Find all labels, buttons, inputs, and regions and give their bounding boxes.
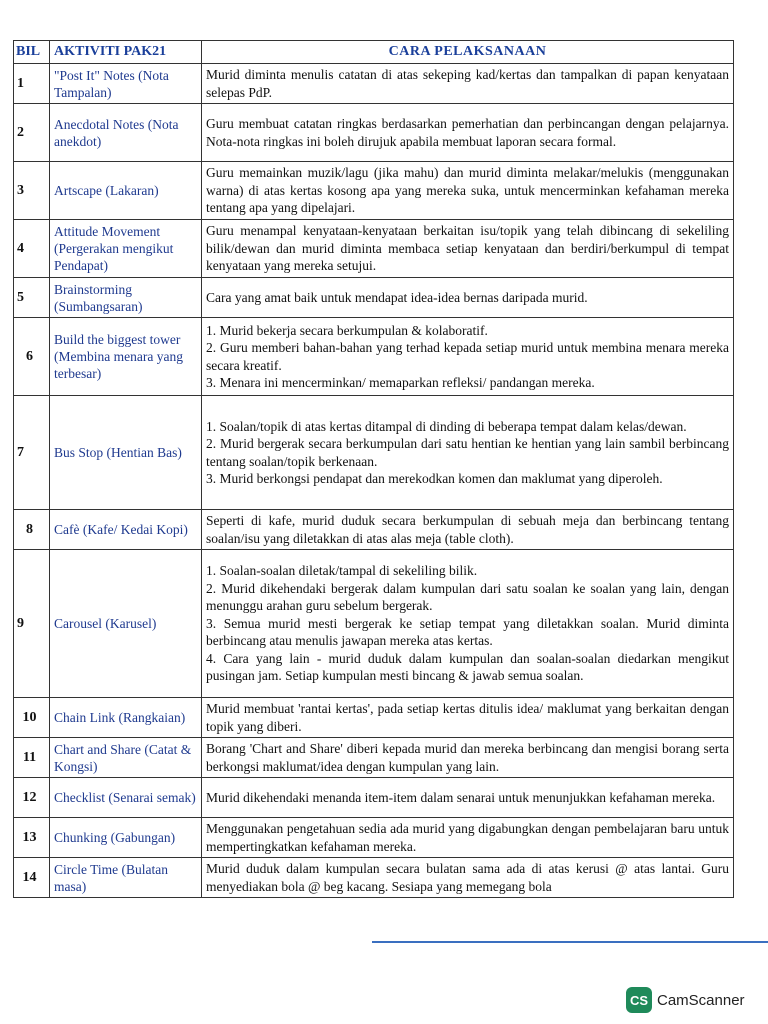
table-row xyxy=(14,396,734,510)
row-number: 13 xyxy=(14,818,50,858)
implementation-method xyxy=(202,818,734,858)
row-number: 2 xyxy=(14,104,50,162)
method-line: Borang 'Chart and Share' diberi kepada murid dan mereka berbincang dan mengisi borang serta berkongsi maklumat/idea dengan kumpulan yang lain. xyxy=(206,741,729,774)
activity-name: Carousel (Karusel) xyxy=(50,550,202,698)
implementation-method xyxy=(202,396,734,510)
implementation-method xyxy=(202,738,734,778)
table-row xyxy=(14,510,734,550)
activity-name: Chart and Share (Catat & Kongsi) xyxy=(50,738,202,778)
table-row xyxy=(14,64,734,104)
implementation-method xyxy=(202,778,734,818)
table-header-row xyxy=(14,41,734,64)
row-number: 7 xyxy=(14,396,50,510)
method-line: Guru memainkan muzik/lagu (jika mahu) dan murid diminta melakar/melukis (menggunakan warna) di atas kertas kosong apa yang mereka suka, untuk mencerminkan kefahaman mereka tentang apa yang dipelajari. xyxy=(206,165,729,216)
method-line: Cara yang amat baik untuk mendapat idea-idea bernas daripada murid. xyxy=(206,289,588,305)
method-line: Menggunakan pengetahuan sedia ada murid yang digabungkan dengan pembelajaran baru untuk mempertingkatkan kefahaman mereka. xyxy=(206,821,729,854)
implementation-method xyxy=(202,278,734,318)
method-line: Guru menampal kenyataan-kenyataan berkaitan isu/topik yang telah dibincang di sekeliling bilik/dewan dan murid diminta membaca setiap kenyataan dan berdiri/berkumpul di tempat kenyataan yang mereka setujui. xyxy=(206,223,729,274)
method-line: Guru membuat catatan ringkas berdasarkan pemerhatian dan perbincangan dengan pelajarnya. Nota-nota ringkas ini boleh dirujuk apabila membuat laporan secara formal. xyxy=(206,116,729,149)
table-row xyxy=(14,858,734,898)
row-number: 14 xyxy=(14,858,50,898)
implementation-method xyxy=(202,698,734,738)
row-number: 4 xyxy=(14,220,50,278)
table-row xyxy=(14,778,734,818)
activity-name: Chain Link (Rangkaian) xyxy=(50,698,202,738)
table-body xyxy=(14,64,734,898)
method-line: Murid duduk dalam kumpulan secara bulatan sama ada di atas kerusi @ atas lantai. Guru menyediakan bola @ beg kacang. Sesiapa yang memegang bola xyxy=(206,861,729,894)
row-number: 3 xyxy=(14,162,50,220)
table-row xyxy=(14,318,734,396)
activity-name: Attitude Movement (Pergerakan mengikut Pendapat) xyxy=(50,220,202,278)
activity-name: Build the biggest tower (Membina menara yang terbesar) xyxy=(50,318,202,396)
method-line: 3. Semua murid mesti bergerak ke setiap tempat yang diletakkan soalan. Murid diminta berbincang atau menulis jawapan mereka atas kertas. xyxy=(206,615,729,649)
activity-name: "Post It" Notes (Nota Tampalan) xyxy=(50,64,202,104)
activity-name: Artscape (Lakaran) xyxy=(50,162,202,220)
method-line: 3. Menara ini mencerminkan/ memaparkan refleksi/ pandangan mereka. xyxy=(206,375,595,390)
pak21-table xyxy=(13,40,734,898)
implementation-method xyxy=(202,858,734,898)
table-row xyxy=(14,818,734,858)
header-bil: BIL xyxy=(14,41,50,64)
table-row xyxy=(14,220,734,278)
table-row xyxy=(14,738,734,778)
method-line: Seperti di kafe, murid duduk secara berkumpulan di sebuah meja dan berbincang tentang soalan/isu yang diletakkan di atas alas meja (table cloth). xyxy=(206,513,729,546)
activity-name: Anecdotal Notes (Nota anekdot) xyxy=(50,104,202,162)
row-number: 5 xyxy=(14,278,50,318)
implementation-method xyxy=(202,510,734,550)
method-line: 4. Cara yang lain - murid duduk dalam kumpulan dan soalan-soalan diedarkan mengikut pusingan jam. Setiap kumpulan mesti bincang & jawab semua soalan. xyxy=(206,650,729,684)
table-row xyxy=(14,550,734,698)
method-line: 1. Murid bekerja secara berkumpulan & kolaboratif. xyxy=(206,322,488,338)
method-line: Murid diminta menulis catatan di atas sekeping kad/kertas dan tampalkan di papan kenyataan selepas PdP. xyxy=(206,67,729,100)
row-number: 11 xyxy=(14,738,50,778)
implementation-method xyxy=(202,550,734,698)
footer-divider xyxy=(372,941,768,943)
activity-name: Bus Stop (Hentian Bas) xyxy=(50,396,202,510)
activity-name: Checklist (Senarai semak) xyxy=(50,778,202,818)
row-number: 8 xyxy=(14,510,50,550)
activity-name: Circle Time (Bulatan masa) xyxy=(50,858,202,898)
method-line: 1. Soalan-soalan diletak/tampal di sekeliling bilik. xyxy=(206,563,478,579)
table-row xyxy=(14,698,734,738)
method-line: 2. Guru memberi bahan-bahan yang terhad kepada setiap murid untuk membina menara mereka secara kreatif. xyxy=(206,340,729,373)
table-row xyxy=(14,278,734,318)
method-line: 3. Murid berkongsi pendapat dan merekodkan komen dan maklumat yang diperoleh. xyxy=(206,471,663,486)
method-line: Murid membuat 'rantai kertas', pada setiap kertas ditulis idea/ maklumat yang berkaitan dengan topik yang diberi. xyxy=(206,701,729,734)
camscanner-logo-icon: CS xyxy=(626,987,652,1013)
activity-name: Cafè (Kafe/ Kedai Kopi) xyxy=(50,510,202,550)
activity-name: Brainstorming (Sumbangsaran) xyxy=(50,278,202,318)
header-cara: CARA PELAKSANAAN xyxy=(202,41,734,64)
camscanner-text: CamScanner xyxy=(657,991,745,1009)
method-line: 1. Soalan/topik di atas kertas ditampal di dinding di beberapa tempat dalam kelas/dewan. xyxy=(206,418,687,434)
row-number: 10 xyxy=(14,698,50,738)
document-page xyxy=(13,40,733,898)
implementation-method xyxy=(202,64,734,104)
row-number: 9 xyxy=(14,550,50,698)
row-number: 1 xyxy=(14,64,50,104)
method-line: 2. Murid bergerak secara berkumpulan dari satu hentian ke hentian yang lain sambil berbincang tentang soalan/topik berkenaan. xyxy=(206,436,729,469)
table-row xyxy=(14,104,734,162)
activity-name: Chunking (Gabungan) xyxy=(50,818,202,858)
table-row xyxy=(14,162,734,220)
implementation-method xyxy=(202,318,734,396)
method-line: Murid dikehendaki menanda item-item dalam senarai untuk menunjukkan kefahaman mereka. xyxy=(206,789,716,805)
method-line: 2. Murid dikehendaki bergerak dalam kumpulan dari satu soalan ke soalan yang lain, dengan menunggu arahan guru sebelum bergerak. xyxy=(206,580,729,614)
camscanner-watermark xyxy=(626,987,745,1013)
implementation-method xyxy=(202,220,734,278)
row-number: 12 xyxy=(14,778,50,818)
header-aktiviti: AKTIVITI PAK21 xyxy=(50,41,202,64)
implementation-method xyxy=(202,104,734,162)
implementation-method xyxy=(202,162,734,220)
row-number: 6 xyxy=(14,318,50,396)
